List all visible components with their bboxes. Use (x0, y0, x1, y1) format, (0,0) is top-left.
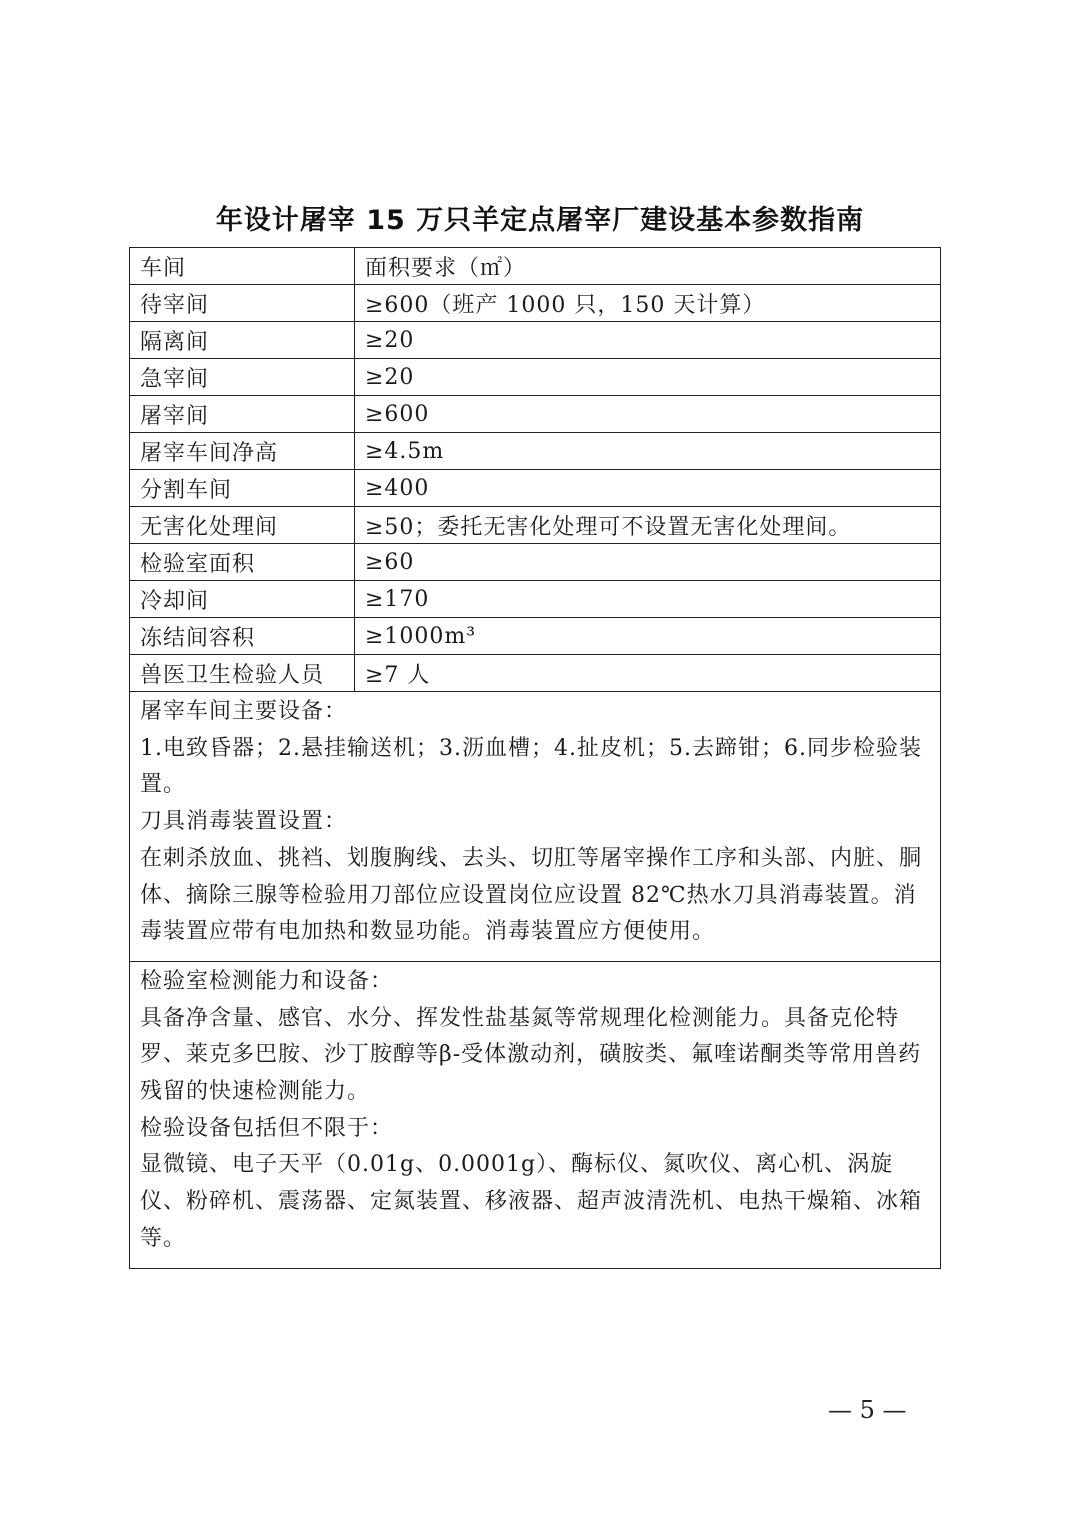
workshop-cell: 无害化处理间 (130, 507, 355, 544)
table-row (130, 507, 941, 544)
document-title: 年设计屠宰 15 万只羊定点屠宰厂建设基本参数指南 (215, 205, 865, 236)
equipment-heading: 屠宰车间主要设备： (140, 699, 348, 724)
table-row (130, 581, 941, 618)
lab-block-row (130, 961, 941, 1268)
lab-equipment-text: 显微镜、电子天平（0.01g、0.0001g）、酶标仪、氮吹仪、离心机、涡旋仪、粉碎机、震荡器、定氮装置、移液器、超声波清洗机、电热干燥箱、冰箱等。 (140, 1152, 923, 1251)
table-row (130, 618, 941, 655)
requirement-cell: ≥170 (355, 581, 941, 618)
requirement-cell: ≥600 (355, 396, 941, 433)
requirement-cell: ≥20 (355, 322, 941, 359)
lab-capability-text: 具备净含量、感官、水分、挥发性盐基氮等常规理化检测能力。具备克伦特罗、莱克多巴胺、沙丁胺醇等β-受体激动剂，磺胺类、氟喹诺酮类等常用兽药残留的快速检测能力。 (140, 1005, 922, 1105)
workshop-cell: 冻结间容积 (130, 618, 355, 655)
workshop-cell: 待宰间 (130, 285, 355, 322)
equipment-list: 1.电致昏器；2.悬挂输送机；3.沥血槽；4.扯皮机；5.去蹄钳；6.同步检验装置。 (140, 735, 922, 798)
knife-disinfection-text: 在刺杀放血、挑裆、划腹胸线、去头、切肛等屠宰操作工序和头部、内脏、胴体、摘除三腺等检验用刀部位应设置岗位应设置 82℃热水刀具消毒装置。消毒装置应带有电加热和数显功能。消毒装置应方便使用。 (140, 845, 923, 945)
header-requirement: 面积要求（㎡） (355, 248, 941, 285)
requirement-cell: ≥400 (355, 470, 941, 507)
workshop-cell: 屠宰车间净高 (130, 433, 355, 470)
workshop-cell: 隔离间 (130, 322, 355, 359)
page-number: — 5 — (828, 1396, 907, 1424)
table-row (130, 285, 941, 322)
equipment-block (130, 692, 941, 962)
workshop-cell: 兽医卫生检验人员 (130, 655, 355, 692)
lab-block (130, 961, 941, 1268)
requirement-cell: ≥20 (355, 359, 941, 396)
requirement-cell: ≥1000m³ (355, 618, 941, 655)
table-row (130, 655, 941, 692)
table-row (130, 359, 941, 396)
workshop-cell: 检验室面积 (130, 544, 355, 581)
table-row (130, 544, 941, 581)
requirement-cell: ≥4.5m (355, 433, 941, 470)
table-row (130, 322, 941, 359)
requirement-cell: ≥600（班产 1000 只，150 天计算） (355, 285, 941, 322)
requirement-cell: ≥50；委托无害化处理可不设置无害化处理间。 (355, 507, 941, 544)
table-row (130, 470, 941, 507)
requirement-cell: ≥60 (355, 544, 941, 581)
requirement-cell: ≥7 人 (355, 655, 941, 692)
parameters-table (129, 247, 941, 1269)
lab-equipment-heading: 检验设备包括但不限于： (140, 1115, 394, 1141)
knife-disinfection-heading: 刀具消毒装置设置： (140, 809, 348, 835)
workshop-cell: 急宰间 (130, 359, 355, 396)
table-row (130, 396, 941, 433)
workshop-cell: 屠宰间 (130, 396, 355, 433)
table-header-row (130, 248, 941, 285)
header-workshop: 车间 (130, 248, 355, 285)
workshop-cell: 分割车间 (130, 470, 355, 507)
workshop-cell: 冷却间 (130, 581, 355, 618)
lab-capability-heading: 检验室检测能力和设备： (140, 968, 394, 994)
equipment-block-row (130, 692, 941, 962)
table-row (130, 433, 941, 470)
